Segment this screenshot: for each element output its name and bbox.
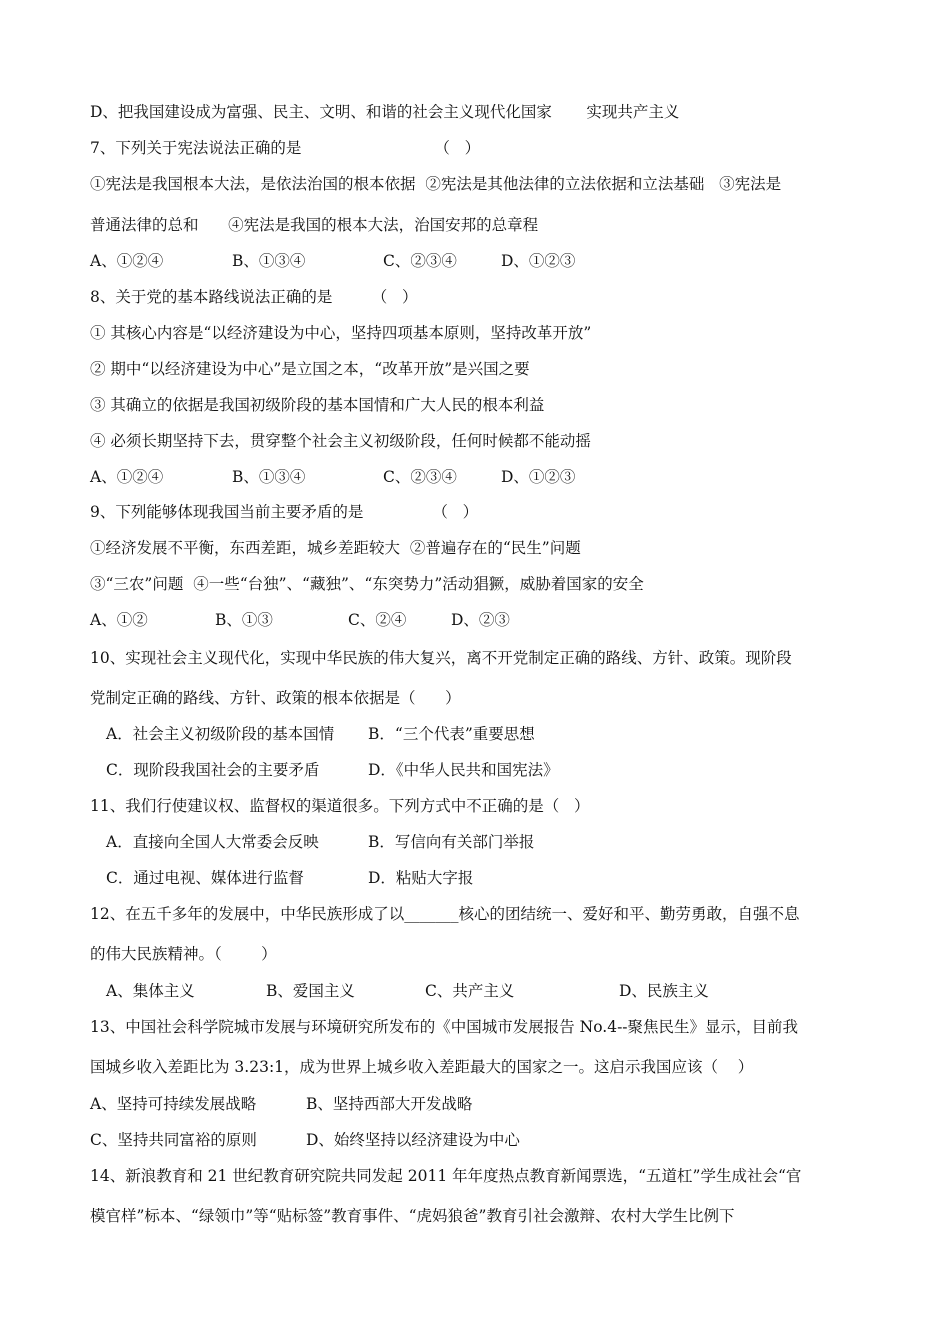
q10-option-a: A．社会主义初级阶段的基本国情	[106, 725, 335, 743]
q13-stem-line: 国城乡收入差距比为 3.23:1，成为世界上城乡收入差距最大的国家之一。这启示我国应该（ ）	[90, 1058, 754, 1076]
q8-option-c: C、②③④	[383, 468, 457, 486]
q8-option-a: A、①②④	[90, 468, 164, 486]
q10-option-b: B．“三个代表”重要思想	[368, 725, 535, 743]
q13-option-b: B、坚持西部大开发战略	[306, 1095, 473, 1113]
q9-option-a: A、①②	[90, 611, 148, 629]
q12-stem-line: 12、在五千多年的发展中，中华民族形成了以_______核心的团结统一、爱好和平、勤劳勇敢，自强不息	[90, 905, 800, 923]
q10-option-d: D．《中华人民共和国宪法》	[368, 761, 559, 779]
q9-option-b: B、①③	[215, 611, 273, 629]
q7-statement-line: ①宪法是我国根本大法，是依法治国的根本依据 ②宪法是其他法律的立法依据和立法基础 ③宪法是	[90, 175, 782, 193]
q8-option-b: B、①③④	[232, 468, 306, 486]
q11-stem: 11、我们行使建议权、监督权的渠道很多。下列方式中不正确的是（ ）	[90, 797, 590, 815]
q13-option-a: A、坚持可持续发展战略	[90, 1095, 257, 1113]
q14-stem-line: 14、新浪教育和 21 世纪教育研究院共同发起 2011 年年度热点教育新闻票选，“五道杠”学生成社会“官	[90, 1167, 802, 1185]
q8-statement: ③ 其确立的依据是我国初级阶段的基本国情和广大人民的根本利益	[90, 396, 545, 414]
q8-stem: 8、关于党的基本路线说法正确的是 （ ）	[90, 288, 418, 306]
q7-option-d: D、①②③	[501, 252, 576, 270]
q12-option-c: C、共产主义	[425, 982, 515, 1000]
q7-option-a: A、①②④	[90, 252, 164, 270]
q14-stem-line: 模官样”标本、“绿领巾”等“贴标签”教育事件、“虎妈狼爸”教育引社会激辩、农村大学生比例下	[90, 1207, 735, 1225]
q12-option-a: A、集体主义	[106, 982, 195, 1000]
q13-option-c: C、坚持共同富裕的原则	[90, 1131, 257, 1149]
q11-option-a: A．直接向全国人大常委会反映	[106, 833, 319, 851]
q8-statement: ① 其核心内容是“以经济建设为中心，坚持四项基本原则，坚持改革开放”	[90, 324, 592, 342]
q9-option-c: C、②④	[348, 611, 407, 629]
q12-option-d: D、民族主义	[619, 982, 709, 1000]
q12-stem-line: 的伟大民族精神。（ ）	[90, 945, 277, 963]
q7-option-c: C、②③④	[383, 252, 457, 270]
q10-stem-line: 10、实现社会主义现代化，实现中华民族的伟大复兴，离不开党制定正确的路线、方针、政策。现阶段	[90, 649, 792, 667]
q9-statement-line: ①经济发展不平衡，东西差距，城乡差距较大 ②普遍存在的“民生”问题	[90, 539, 581, 557]
q9-statement-line: ③“三农”问题 ④一些“台独”、“藏独”、“东突势力”活动猖獗，威胁着国家的安全	[90, 575, 644, 593]
q11-option-d: D．粘贴大字报	[368, 869, 474, 887]
q10-option-c: C．现阶段我国社会的主要矛盾	[106, 761, 320, 779]
q8-statement: ② 期中“以经济建设为中心”是立国之本，“改革开放”是兴国之要	[90, 360, 530, 378]
q9-option-d: D、②③	[451, 611, 510, 629]
q6-option-d: D、把我国建设成为富强、民主、文明、和谐的社会主义现代化国家 实现共产主义	[90, 103, 680, 121]
q13-stem-line: 13、中国社会科学院城市发展与环境研究所发布的《中国城市发展报告 No.4--聚焦民生》显示，目前我	[90, 1018, 799, 1036]
q11-option-c: C．通过电视、媒体进行监督	[106, 869, 304, 887]
q11-option-b: B．写信向有关部门举报	[368, 833, 535, 851]
q7-statement-line: 普通法律的总和 ④宪法是我国的根本大法，治国安邦的总章程	[90, 216, 539, 234]
q9-stem: 9、下列能够体现我国当前主要矛盾的是 （ ）	[90, 503, 479, 521]
q10-stem-line: 党制定正确的路线、方针、政策的根本依据是（ ）	[90, 689, 461, 707]
q7-option-b: B、①③④	[232, 252, 306, 270]
q12-option-b: B、爱国主义	[266, 982, 355, 1000]
q8-option-d: D、①②③	[501, 468, 576, 486]
q7-stem: 7、下列关于宪法说法正确的是 （ ）	[90, 139, 481, 157]
q13-option-d: D、始终坚持以经济建设为中心	[306, 1131, 520, 1149]
q8-statement: ④ 必须长期坚持下去，贯穿整个社会主义初级阶段，任何时候都不能动摇	[90, 432, 591, 450]
